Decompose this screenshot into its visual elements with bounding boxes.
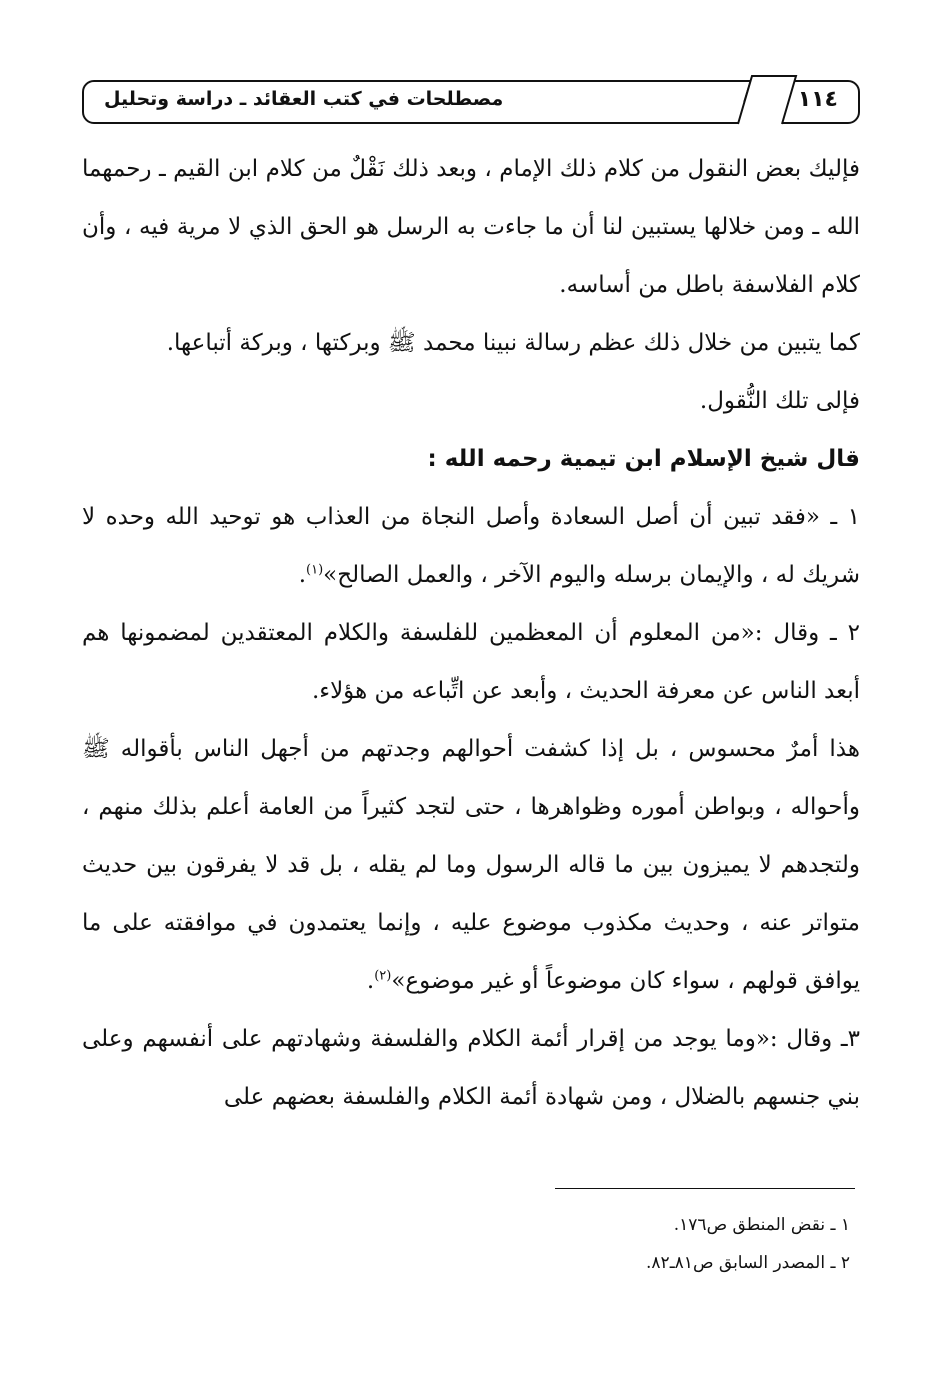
quote-2-continued: هذا أمرٌ محسوس ، بل إذا كشفت أحوالهم وجدتهم من أجهل الناس بأقواله ﷺ وأحواله ، وبواطن أموره وظواهرها ، حتى لتجد كثيراً من العامة أعلم بذلك منهم ، ولتجدهم لا يميزون بين ما قاله الرسول وما لم يقله ، بل قد لا يفرقون بين حديث متواتر عنه ، وحديث مكذوب موضوع عليه ، وإنما يعتمدون في موافقته على ما يوافق قولهم ، سواء كان موضوعاً أو غير موضوع»$^{(٢)}$.	[82, 736, 860, 994]
footnote-separator	[555, 1188, 855, 1189]
footnote-ref-2: (٢)	[374, 968, 392, 984]
footnotes	[500, 1206, 850, 1282]
header-title: مصطلحات في كتب العقائد ـ دراسة وتحليل	[104, 88, 504, 110]
page-number: ١١٤	[797, 87, 838, 112]
footnote-1: ١ ـ نقض المنطق ص١٧٦.	[673, 1215, 850, 1235]
section-heading: قال شيخ الإسلام ابن تيمية رحمه الله :	[427, 446, 860, 472]
footnote-ref-1: (١)	[306, 562, 324, 578]
quote-1-text: ١ ـ «فقد تبين أن أصل السعادة وأصل النجاة من العذاب هو توحيد الله وحده لا شريك له ، والإيمان برسله واليوم الآخر ، والعمل الصالح»	[82, 504, 860, 588]
quote-3: ٣ـ وقال :«وما يوجد من إقرار أئمة الكلام والفلسفة وشهادتهم على أنفسهم وعلى بني جنسهم بالضلال ، ومن شهادة أئمة الكلام والفلسفة بعضهم على	[82, 1026, 860, 1110]
paragraph-intro: فإليك بعض النقول من كلام ذلك الإمام ، وبعد ذلك نَقْلٌ من كلام ابن القيم ـ رحمهما الله ـ ومن خلالها يستبين لنا أن ما جاءت به الرسل هو الحق الذي لا مرية فيه ، وأن كلام الفلاسفة باطل من أساسه.	[82, 156, 860, 298]
quote-1: ١ ـ «فقد تبين أن أصل السعادة وأصل النجاة من العذاب هو توحيد الله وحده لا شريك له ، والإيمان برسله واليوم الآخر ، والعمل الصالح»$^{(١)}$.	[82, 504, 860, 588]
header-tab-ornament	[730, 74, 800, 126]
paragraph-benefit: كما يتبين من خلال ذلك عظم رسالة نبينا محمد ﷺ وبركتها ، وبركة أتباعها.	[166, 330, 860, 356]
quote-2: ٢ ـ وقال :«من المعلوم أن المعظمين للفلسفة والكلام المعتقدين لمضمونها هم أبعد الناس عن معرفة الحديث ، وأبعد عن اتِّباعه من هؤلاء.	[82, 620, 860, 704]
footnote-2: ٢ ـ المصدر السابق ص٨١ـ٨٢.	[646, 1253, 850, 1273]
quote-2-continued-text: هذا أمرٌ محسوس ، بل إذا كشفت أحوالهم وجدتهم من أجهل الناس بأقواله ﷺ وأحواله ، وبواطن أموره وظواهرها ، حتى لتجد كثيراً من العامة أعلم بذلك منهم ، ولتجدهم لا يميزون بين ما قاله الرسول وما لم يقله ، بل قد لا يفرقون بين حديث متواتر عنه ، وحديث مكذوب موضوع عليه ، وإنما يعتمدون في موافقته على ما يوافق قولهم ، سواء كان موضوعاً أو غير موضوع»	[82, 736, 860, 994]
main-text	[82, 140, 860, 1126]
paragraph-transition: فإلى تلك النُّقول.	[699, 388, 860, 414]
